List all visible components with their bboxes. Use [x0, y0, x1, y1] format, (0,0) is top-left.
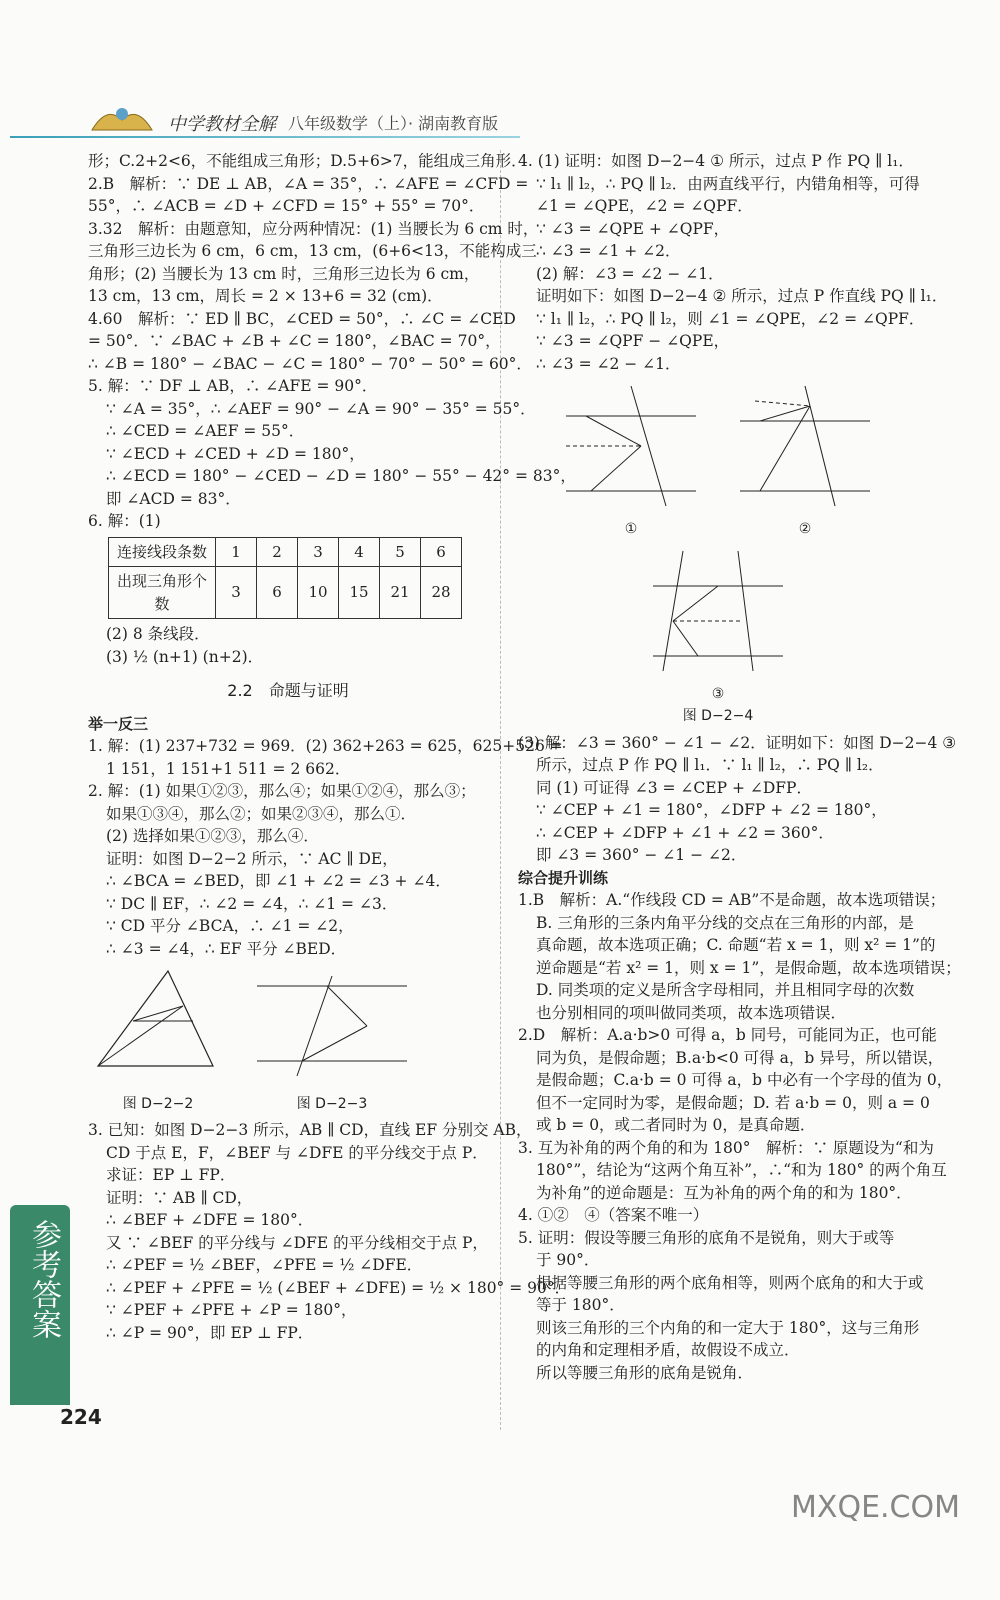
- triangle-diagram: [88, 966, 228, 1086]
- figure-row: [88, 966, 488, 1115]
- table-cell: 5: [380, 537, 421, 567]
- header-subtitle: 八年级数学（上）· 湖南教育版: [288, 114, 499, 133]
- table-cell: 连接线段条数: [109, 537, 216, 567]
- text-line: ∠1 = ∠QPE，∠2 = ∠QPF．: [536, 197, 753, 215]
- answer-6: 6. 解：(1): [88, 512, 161, 530]
- text-line: 所示，过点 P 作 PQ ∥ l₁．∵ l₁ ∥ l₂，∴ PQ ∥ l₂．: [536, 756, 884, 774]
- text-line: ∴ ∠ECD = 180° − ∠CED − ∠D = 180° − 55° − 42° = 83°，: [106, 467, 576, 485]
- panel-1-diagram: [556, 381, 706, 511]
- header-rule: [10, 136, 520, 138]
- figure-panel-3: [643, 546, 793, 728]
- panel-3-diagram: [643, 546, 793, 676]
- table-cell: 6: [421, 537, 462, 567]
- text-line: 逆命题是“若 x² = 1，则 x = 1”，是假命题，故本选项错误；: [536, 958, 961, 977]
- text-line: 即 ∠ACD = 83°．: [106, 489, 241, 508]
- text-line: 求证：EP ⊥ FP．: [106, 1166, 236, 1184]
- table-cell: 15: [339, 567, 380, 619]
- text-line: ∵ l₁ ∥ l₂，∴ PQ ∥ l₂，则 ∠1 = ∠QPE，∠2 = ∠QPF．: [536, 309, 925, 328]
- section-title: 2.2 命题与证明: [227, 681, 349, 700]
- text-line: ∴ ∠BCA = ∠BED，即 ∠1 + ∠2 = ∠3 + ∠4．: [106, 872, 451, 890]
- text-line: ∵ ∠ECD + ∠CED + ∠D = 180°，: [106, 444, 365, 463]
- table-cell: 28: [421, 567, 462, 619]
- text-line: 根据等腰三角形的两个底角相等，则两个底角的和大于或: [536, 1273, 924, 1292]
- text-line: ∴ ∠3 = ∠1 + ∠2．: [536, 242, 681, 260]
- figure-caption: 图 D−2−4: [682, 708, 754, 724]
- text-line: (3) 解：∠3 = 360° − ∠1 − ∠2．证明如下：如图 D−2−4 ③: [518, 733, 957, 752]
- text-line: (3) ½ (n+1) (n+2)．: [106, 647, 264, 666]
- sidebar-label: 参考答案: [26, 1219, 61, 1339]
- text-line: 1. 解：(1) 237+732 = 969．(2) 362+263 = 625，625+526 =: [88, 737, 563, 755]
- text-line: ∵ ∠3 = ∠QPF − ∠QPE，: [536, 332, 730, 350]
- text-line: 证明如下：如图 D−2−4 ② 所示，过点 P 作直线 PQ ∥ l₁．: [536, 287, 948, 305]
- panel-label: ①: [624, 520, 638, 537]
- text-line: 于 90°．: [536, 1251, 600, 1269]
- table-row: [109, 537, 462, 567]
- panel-label: ③: [711, 685, 725, 702]
- figure-caption: 图 D−2−2: [122, 1095, 194, 1112]
- header-title: 中学教材全解: [168, 114, 276, 135]
- text-line: ∵ DC ∥ EF，∴ ∠2 = ∠4，∴ ∠1 = ∠3．: [106, 894, 398, 913]
- text-line: ∴ ∠3 = ∠2 − ∠1．: [536, 354, 681, 373]
- text-line: ∵ CD 平分 ∠BCA，∴ ∠1 = ∠2，: [106, 917, 354, 935]
- text-line: (2) 8 条线段．: [106, 625, 210, 643]
- reference-answers-tab: [10, 1205, 70, 1405]
- figure-d-2-3: [252, 966, 412, 1115]
- text-line: 或 b = 0，或二者同时为 0，是真命题．: [536, 1116, 816, 1134]
- text-line: ∴ ∠PEF + ∠PFE = ½ (∠BEF + ∠DFE) = ½ × 180° = 90°．: [106, 1278, 571, 1297]
- text-line: ∴ ∠BEF + ∠DFE = 180°．: [106, 1211, 314, 1229]
- text-line: 1 151，1 151+1 511 = 2 662．: [106, 759, 351, 778]
- text-line: 但不一定同时为零，是假命题；D. 若 a·b = 0，则 a = 0: [536, 1093, 930, 1112]
- text-line: 证明：∵ AB ∥ CD，: [106, 1188, 253, 1207]
- figure-d-2-4-bottom: [518, 546, 918, 728]
- text-line: 3. 互为补角的两个角的和为 180° 解析：∵ 原题设为“和为: [518, 1138, 934, 1157]
- text-line: ∴ ∠P = 90°，即 EP ⊥ FP．: [106, 1323, 314, 1342]
- subsection-title: 综合提升训练: [518, 868, 609, 887]
- text-line: 55°，∴ ∠ACB = ∠D + ∠CFD = 15° + 55° = 70°．: [88, 197, 485, 215]
- book-logo-icon: [82, 100, 162, 140]
- text-line: (2) 解：∠3 = ∠2 − ∠1．: [536, 264, 724, 283]
- text-line: ∴ ∠3 = ∠4，∴ EF 平分 ∠BED．: [106, 939, 347, 958]
- figure-panel-1: [556, 381, 706, 540]
- text-line: ∴ ∠CEP + ∠DFP + ∠1 + ∠2 = 360°．: [536, 823, 834, 842]
- text-line: 三角形三边长为 6 cm，6 cm，13 cm，(6+6<13，不能构成三: [88, 242, 537, 260]
- text-line: D. 同类项的定义是所含字母相同，并且相同字母的次数: [536, 981, 915, 999]
- table-cell: 1: [216, 537, 257, 567]
- text-line: 也分别相同的项叫做同类项，故本选项错误．: [536, 1003, 847, 1022]
- segment-triangle-table: [108, 537, 462, 620]
- table-cell: 10: [298, 567, 339, 619]
- text-line: 同 (1) 可证得 ∠3 = ∠CEP + ∠DFP．: [536, 778, 812, 797]
- table-cell: 2: [257, 537, 298, 567]
- text-line: 2.D 解析：A.a·b>0 可得 a，b 同号，可能同为正，也可能: [518, 1026, 937, 1044]
- table-cell: 6: [257, 567, 298, 619]
- text-line: ∵ ∠A = 35°，∴ ∠AEF = 90° − ∠A = 90° − 35° = 55°．: [106, 399, 536, 418]
- text-line: 3. 已知：如图 D−2−3 所示，AB ∥ CD，直线 EF 分别交 AB，: [88, 1121, 532, 1139]
- table-row: [109, 567, 462, 619]
- figure-d-2-4-top: [518, 381, 918, 540]
- figure-panel-2: [730, 381, 880, 540]
- text-line: 所以等腰三角形的底角是锐角．: [536, 1363, 754, 1382]
- panel-label: ②: [798, 520, 812, 537]
- answer-4: 4.60 解析：∵ ED ∥ BC，∠CED = 50°，∴ ∠C = ∠CED: [88, 309, 516, 328]
- answer-2: 2.B 解析：∵ DE ⊥ AB，∠A = 35°，∴ ∠AFE = ∠CFD =: [88, 174, 529, 193]
- parallel-lines-diagram: [252, 966, 412, 1086]
- table-cell: 21: [380, 567, 421, 619]
- text-line: 180°”，结论为“这两个角互补”，∴“和为 180° 的两个角互: [536, 1161, 947, 1179]
- table-cell: 3: [216, 567, 257, 619]
- text-line: 5. 证明：假设等腰三角形的底角不是锐角，则大于或等: [518, 1228, 895, 1247]
- text-line: 13 cm，13 cm，周长 = 2 × 13+6 = 32 (cm)．: [88, 287, 443, 305]
- answer-5: 5. 解：∵ DF ⊥ AB，∴ ∠AFE = 90°．: [88, 377, 378, 395]
- text-line: ∵ ∠PEF + ∠PFE + ∠P = 180°，: [106, 1301, 357, 1319]
- text-line: CD 于点 E，F，∠BEF 与 ∠DFE 的平分线交于点 P．: [106, 1143, 488, 1162]
- text-line: 为补角”的逆命题是：互为补角的两个角的和为 180°．: [536, 1183, 912, 1202]
- text-line: 真命题，故本选项正确；C. 命题“若 x = 1，则 x² = 1”的: [536, 936, 936, 954]
- right-column: [518, 150, 961, 1384]
- text-line: 2. 解：(1) 如果①②③，那么④；如果①②④，那么③；: [88, 782, 476, 800]
- text-line: B. 三角形的三条内角平分线的交点在三角形的内部，是: [536, 913, 914, 932]
- table-cell: 4: [339, 537, 380, 567]
- figure-caption: 图 D−2−3: [296, 1095, 368, 1112]
- text-line: 又 ∵ ∠BEF 的平分线与 ∠DFE 的平分线相交于点 P，: [106, 1233, 488, 1252]
- text-line: ∵ ∠3 = ∠QPE + ∠QPF，: [536, 219, 730, 238]
- page-number: 224: [60, 1405, 102, 1429]
- page-header: [0, 100, 1000, 142]
- answer-4-part-1: 4. (1) 证明：如图 D−2−4 ① 所示，过点 P 作 PQ ∥ l₁．: [518, 152, 914, 170]
- text-line: 证明：如图 D−2−2 所示，∵ AC ∥ DE，: [106, 849, 398, 868]
- text-line: 等于 180°．: [536, 1296, 625, 1314]
- panel-2-diagram: [730, 381, 880, 511]
- table-cell: 出现三角形个数: [109, 567, 216, 619]
- figure-d-2-2: [88, 966, 228, 1115]
- text-line: 是假命题；C.a·b = 0 可得 a，b 中必有一个字母的值为 0，: [536, 1071, 953, 1089]
- text-line: ∴ ∠CED = ∠AEF = 55°．: [106, 422, 305, 440]
- table-cell: 3: [298, 537, 339, 567]
- site-watermark: MXQE.COM: [791, 1490, 960, 1525]
- text-line: 的内角和定理相矛盾，故假设不成立．: [536, 1341, 800, 1359]
- text-line: 4. ①② ④（答案不唯一）: [518, 1206, 709, 1224]
- text-line: 1.B 解析：A.“作线段 CD = AB”不是命题，故本选项错误；: [518, 891, 946, 909]
- text-line: 即 ∠3 = 360° − ∠1 − ∠2．: [536, 846, 747, 864]
- text-line: 角形；(2) 当腰长为 13 cm 时，三角形三边长为 6 cm，: [88, 264, 480, 283]
- answer-3: 3.32 解析：由题意知，应分两种情况：(1) 当腰长为 6 cm 时，: [88, 219, 539, 238]
- text-line: ∴ ∠B = 180° − ∠BAC − ∠C = 180° − 70° − 50° = 60°．: [88, 354, 532, 373]
- text-line: = 50°．∵ ∠BAC + ∠B + ∠C = 180°，∠BAC = 70°，: [88, 332, 501, 350]
- text-line: 形；C.2+2<6，不能组成三角形；D.5+6>7，能组成三角形．: [88, 152, 527, 170]
- text-line: (2) 选择如果①②③，那么④．: [106, 827, 319, 845]
- text-line: 则该三角形的三个内角的和一定大于 180°，这与三角形: [536, 1318, 920, 1337]
- text-line: ∵ ∠CEP + ∠1 = 180°，∠DFP + ∠2 = 180°，: [536, 801, 887, 819]
- text-line: 如果①③④，那么②；如果②③④，那么①．: [106, 804, 417, 823]
- text-line: ∴ ∠PEF = ½ ∠BEF，∠PFE = ½ ∠DFE．: [106, 1256, 423, 1274]
- text-line: 同为负，是假命题；B.a·b<0 可得 a，b 异号，所以错误，: [536, 1048, 944, 1067]
- text-line: ∵ l₁ ∥ l₂，∴ PQ ∥ l₂．由两直线平行，内错角相等，可得: [536, 174, 920, 193]
- subsection-title: 举一反三: [88, 714, 149, 733]
